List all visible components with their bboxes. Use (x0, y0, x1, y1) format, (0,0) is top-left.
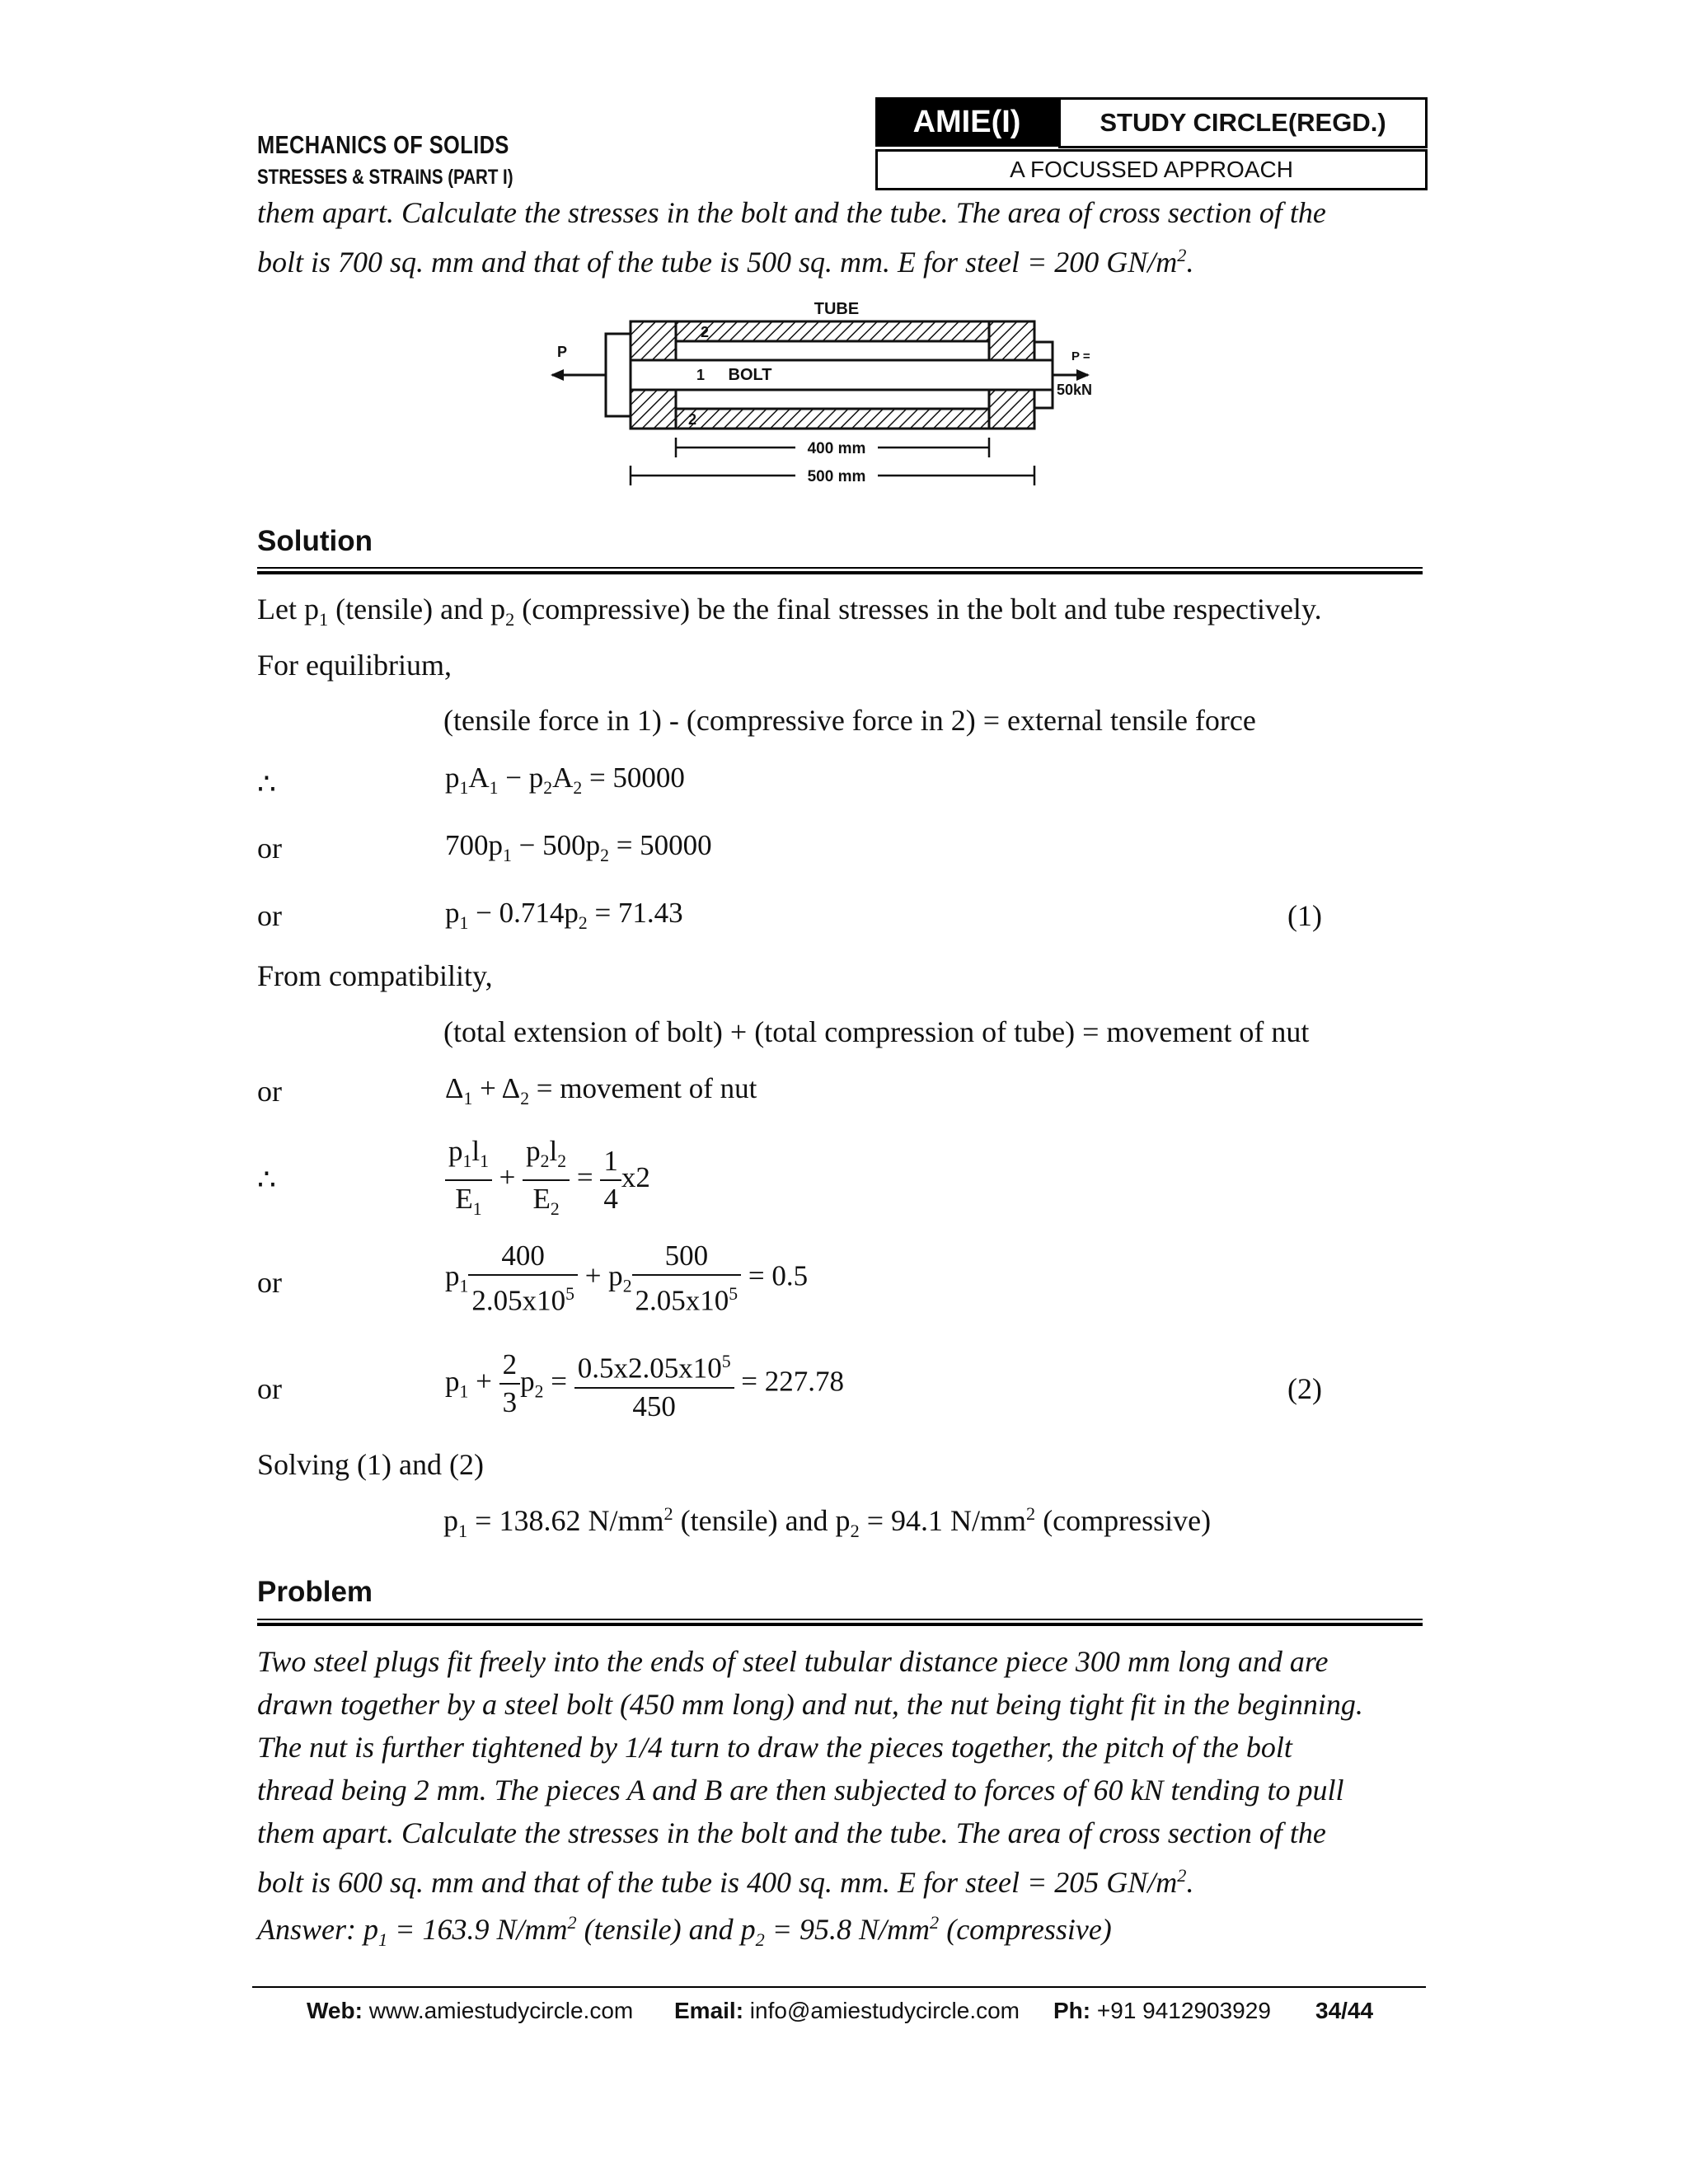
therefore-1: ∴ (257, 767, 276, 800)
compatibility-label: From compatibility, (257, 959, 493, 992)
dim-400-label: 400 mm (807, 440, 866, 457)
equation-extension: $\frac{p_1l_1}{E_1}$ + $\frac{p_2l_2}{E_2}$ = $\frac{1}{4}$ x2 (445, 1133, 650, 1227)
bolt-tube-figure (544, 293, 1137, 490)
tube-bottom (676, 409, 989, 429)
equation-delta: $\Delta_1 + \Delta_2$ = movement of nut (445, 1072, 757, 1108)
footer-web[interactable]: Web: www.amiestudycircle.com (307, 1998, 634, 2023)
problem-heading: Problem (257, 1576, 373, 1608)
equation-areas: $700p_1 - 500p_2 = 50000$ (445, 829, 712, 865)
problem-rule (257, 1619, 1423, 1626)
bolt (631, 360, 1053, 390)
or-5: or (257, 1372, 282, 1405)
left-plate (606, 334, 631, 416)
amie-badge: AMIE(I) (875, 97, 1058, 147)
problem-line-3: The nut is further tightened by 1/4 turn to draw the pieces together, the pitch of the bolt (257, 1731, 1292, 1764)
therefore-2: ∴ (257, 1163, 276, 1196)
right-force-value: 50kN (1057, 382, 1093, 398)
right-arrow-head (1076, 369, 1090, 381)
final-result: $p_1 = 138.62$ $N/mm^2$ (tensile) and $p_2 = 94.1$ $N/mm^2$ (compressive) (443, 1503, 1212, 1542)
or-4: or (257, 1266, 282, 1299)
equation-1: $p_1 - 0.714p_2 = 71.43$ (445, 897, 683, 933)
footer-rule (252, 1986, 1426, 1988)
equation-2: $p_1$ + $\frac{2}{3}$ $p_2$ = $\frac{0.5x2.05x10^5}{450}$ = 227.78 (445, 1343, 844, 1425)
solution-heading: Solution (257, 525, 373, 557)
study-circle-badge: STUDY CIRCLE(REGD.) (1058, 97, 1428, 148)
tube-number-bottom: 2 (687, 411, 697, 428)
equation-force: $p_1A_1 - p_2A_2 = 50000$ (445, 762, 685, 798)
subject-title: MECHANICS OF SOLIDS (257, 130, 509, 159)
problem-line-6: bolt is 600 sq. mm and that of the tube is 400 sq. mm. E for steel = 205 $GN/m^2$. (257, 1865, 1194, 1899)
tagline: A FOCUSSED APPROACH (875, 149, 1428, 190)
let-statement: Let $p_1$ (tensile) and $p_2$ (compressive) be the final stresses in the bolt and tube respectively. (257, 593, 1322, 630)
right-force-label: P = (1071, 349, 1090, 363)
problem-line-4: thread being 2 mm. The pieces A and B are then subjected to forces of 60 kN tending to pull (257, 1774, 1344, 1807)
equation-label-2: (2) (1287, 1372, 1322, 1405)
problem-text (257, 1640, 1423, 1904)
tube-label: TUBE (814, 300, 860, 318)
equation-numeric: $p_1$ $\frac{400}{2.05x10^5}$ + $p_2$ $\frac{500}{2.05x10^5}$ = 0.5 (445, 1240, 809, 1317)
or-2: or (257, 899, 282, 932)
tube-top (676, 321, 989, 341)
solution-rule (257, 567, 1423, 574)
problem-line-2: drawn together by a steel bolt (450 mm long) and nut, the nut being tight fit in the beginning. (257, 1688, 1363, 1721)
chapter-title: STRESSES & STRAINS (PART I) (257, 166, 513, 189)
page-number: 34/44 (1315, 1998, 1374, 2023)
equation-label-1: (1) (1287, 899, 1322, 932)
intro-line-2: bolt is 700 sq. mm and that of the tube is 500 sq. mm. E for steel = 200 $GN/m^2$. (257, 245, 1194, 279)
compatibility-statement: (total extension of bolt) + (total compression of tube) = movement of nut (443, 1015, 1310, 1048)
bolt-label: BOLT (728, 366, 772, 384)
solving-label: Solving (1) and (2) (257, 1448, 484, 1481)
or-3: or (257, 1075, 282, 1108)
problem-line-1: Two steel plugs fit freely into the ends of steel tubular distance piece 300 mm long and are (257, 1645, 1329, 1678)
tube-number-top: 2 (700, 324, 710, 340)
intro-line-1: them apart. Calculate the stresses in the bolt and the tube. The area of cross section of the (257, 196, 1326, 229)
answer-line: Answer: $p_1 = 163.9$ $N/mm^2$ (tensile) and $p_2 = 95.8$ $N/mm^2$ (compressive) (257, 1912, 1112, 1951)
equilibrium-label: For equilibrium, (257, 649, 452, 682)
equilibrium-statement: (tensile force in 1) - (compressive force in 2) = external tensile force (443, 704, 1256, 737)
left-force-label: P (556, 344, 568, 360)
left-arrow-head (551, 369, 564, 381)
or-1: or (257, 832, 282, 865)
footer-phone: Ph: +91 9412903929 (1053, 1998, 1271, 2023)
problem-line-5: them apart. Calculate the stresses in the bolt and the tube. The area of cross section of the (257, 1816, 1326, 1849)
bolt-number: 1 (696, 367, 706, 383)
intro-text (257, 191, 1423, 284)
footer-email[interactable]: Email: info@amiestudycircle.com (674, 1998, 1020, 2023)
dim-500-label: 500 mm (807, 468, 866, 485)
